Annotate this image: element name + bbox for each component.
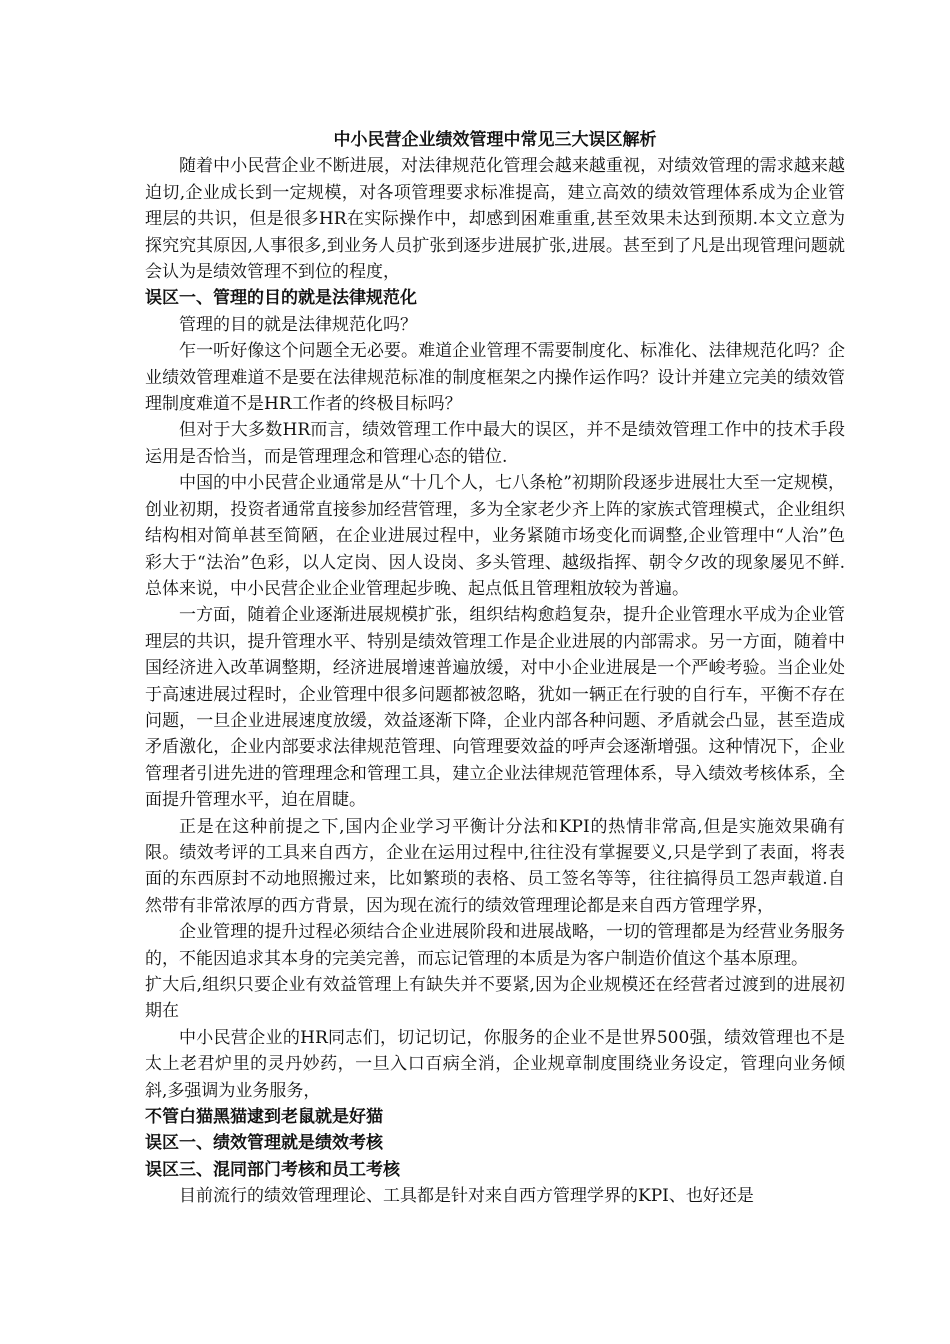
paragraph: 一方面，随着企业逐渐进展规模扩张，组织结构愈趋复杂，提升企业管理水平成为企业管理层的共识，提升管理水平、特别是绩效管理工作是企业进展的内部需求。另一方面，随着中国经济进入改革调整期，经济进展增速普遍放缓，对中小企业进展是一个严峻考验。当企业处于高速进展过程时，企业管理中很多问题都被忽略，犹如一辆正在行驶的自行车，平衡不存在问题，一旦企业进展速度放缓，效益逐渐下降，企业内部各种问题、矛盾就会凸显，甚至造成矛盾激化，企业内部要求法律规范管理、向管理要效益的呼声会逐渐增强。这种情况下，企业管理者引进先进的管理理念和管理工具，建立企业法律规范管理体系，导入绩效考核体系，全面提升管理水平，迫在眉睫。 <box>145 605 845 811</box>
heading-cat-slogan: 不管白猫黑猫逮到老鼠就是好猫 <box>145 1107 383 1128</box>
document-page <box>145 127 845 1210</box>
paragraph: 正是在这种前提之下,国内企业学习平衡计分法和KPI的热情非常高,但是实施效果确有限。绩效考评的工具来自西方，企业在运用过程中,往往没有掌握要义,只是学到了表面，将表面的东西原封不动地照搬过来，比如繁琐的表格、员工签名等等，往往搞得员工怨声载道.自然带有非常浓厚的西方背景，因为现在流行的绩效管理理论都是来自西方管理学界， <box>145 816 845 916</box>
paragraph: 中小民营企业的HR同志们，切记切记，你服务的企业不是世界500强，绩效管理也不是太上老君炉里的灵丹妙药，一旦入口百病全消，企业规章制度围绕业务设定，管理向业务倾斜,多强调为业务服务， <box>145 1027 845 1101</box>
section-heading-myth-two: 误区一、绩效管理就是绩效考核 <box>145 1133 383 1154</box>
paragraph: 中国的中小民营企业通常是从“十几个人，七八条枪”初期阶段逐步进展壮大至一定规模，创业初期，投资者通常直接参加经营管理，多为全家老少齐上阵的家族式管理模式，企业组织结构相对简单甚至简陋，在企业进展过程中，业务紧随市场变化而调整,企业管理中“人治”色彩大于“法治”色彩，以人定岗、因人设岗、多头管理、越级指挥、朝令夕改的现象屡见不鲜.总体来说，中小民营企业企业管理起步晚、起点低且管理粗放较为普遍。 <box>145 473 845 599</box>
paragraph: 企业管理的提升过程必须结合企业进展阶段和进展战略，一切的管理都是为经营业务服务的，不能因追求其本身的完美完善，而忘记管理的本质是为客户制造价值这个基本原理。 <box>145 922 845 969</box>
paragraph-fragment: 扩大后,组织只要企业有效益管理上有缺失并不要紧,因为企业规模还在经营者过渡到的进展初期在 <box>145 975 845 1022</box>
paragraph: 但对于大多数HR而言，绩效管理工作中最大的误区，并不是绩效管理工作中的技术手段运用是否恰当，而是管理理念和管理心态的错位. <box>145 420 845 467</box>
paragraph-last: 目前流行的绩效管理理论、工具都是针对来自西方管理学界的KPI、也好还是 <box>179 1186 754 1207</box>
paragraph: 乍一听好像这个问题全无必要。难道企业管理不需要制度化、标准化、法律规范化吗？企业绩效管理难道不是要在法律规范标准的制度框架之内操作运作吗？设计并建立完美的绩效管理制度难道不是HR工作者的终极目标吗？ <box>145 341 845 415</box>
document-title: 中小民营企业绩效管理中常见三大误区解析 <box>333 130 657 150</box>
paragraph-intro: 随着中小民营企业不断进展，对法律规范化管理会越来越重视，对绩效管理的需求越来越迫切,企业成长到一定规模，对各项管理要求标准提高，建立高效的绩效管理体系成为企业管理层的共识，但是很多HR在实际操作中，却感到困难重重,甚至效果未达到预期.本文立意为探究究其原因,人事很多,到业务人员扩张到逐步进展扩张,进展。甚至到了凡是出现管理问题就会认为是绩效管理不到位的程度， <box>145 156 845 283</box>
section-heading-myth-one: 误区一、管理的目的就是法律规范化 <box>145 288 417 309</box>
paragraph: 管理的目的就是法律规范化吗？ <box>179 314 417 335</box>
section-heading-myth-three: 误区三、混同部门考核和员工考核 <box>145 1159 400 1180</box>
